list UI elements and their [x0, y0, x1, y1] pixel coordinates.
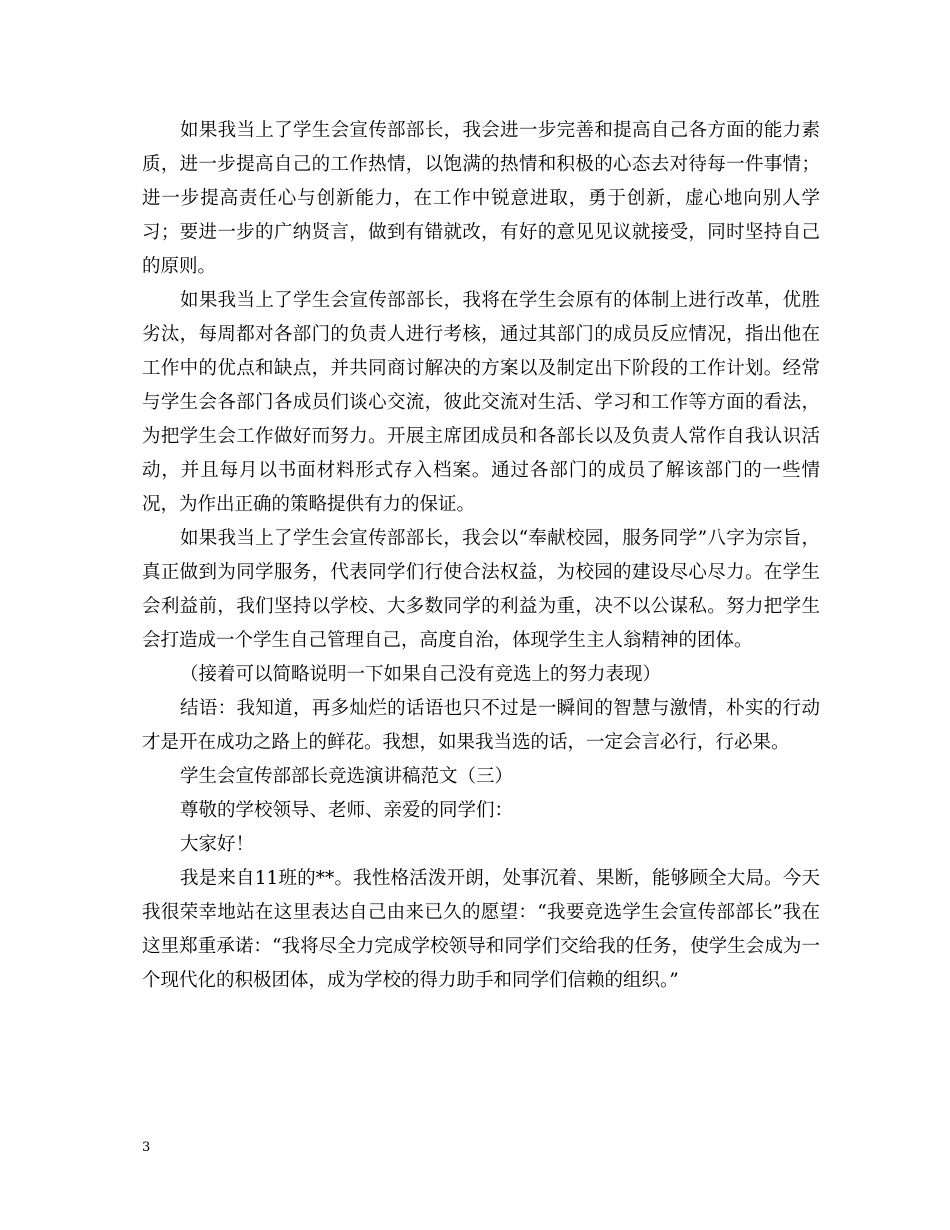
greeting: 大家好！	[180, 834, 255, 855]
paragraph-3: 如果我当上了学生会宣传部部长，我会以“奉献校园，服务同学”八字为宗旨，真正做到为同学服务，代表同学们行使合法权益，为校园的建设尽心尽力。在学生会利益前，我们坚持以学校、大多数同学的利益为重，决不以公谋私。努力把学生会打造成一个学生自己管理自己，高度自治，体现学生主人翁精神的团体。	[142, 528, 820, 651]
page-number: 3	[142, 1140, 151, 1155]
paragraph-intro: 我是来自11班的**。我性格活泼开朗，处事沉着、果断，能够顾全大局。今天我很荣幸地站在这里表达自己由来已久的愿望：“我要竞选学生会宣传部部长”我在这里郑重承诺：“我将尽全力完成学校领导和同学们交给我的任务，使学生会成为一个现代化的积极团体，成为学校的得力助手和同学们信赖的组织。”	[142, 868, 820, 991]
paragraph-note: （接着可以简略说明一下如果自己没有竞选上的努力表现）	[180, 664, 662, 685]
paragraph-1: 如果我当上了学生会宣传部部长，我会进一步完善和提高自己各方面的能力素质，进一步提高自己的工作热情，以饱满的热情和积极的心态去对待每一件事情；进一步提高责任心与创新能力，在工作中锐意进取，勇于创新，虚心地向别人学习；要进一步的广纳贤言，做到有错就改，有好的意见见议就接受，同时坚持自己的原则。	[142, 120, 820, 277]
paragraph-2: 如果我当上了学生会宣传部部长，我将在学生会原有的体制上进行改革，优胜劣汰，每周都对各部门的负责人进行考核，通过其部门的成员反应情况，指出他在工作中的优点和缺点，并共同商讨解决的方案以及制定出下阶段的工作计划。经常与学生会各部门各成员们谈心交流，彼此交流对生活、学习和工作等方面的看法，为把学生会工作做好而努力。开展主席团成员和各部长以及负责人常作自我认识活动，并且每月以书面材料形式存入档案。通过各部门的成员了解该部门的一些情况，为作出正确的策略提供有力的保证。	[142, 290, 820, 515]
paragraph-conclusion: 结语：我知道，再多灿烂的话语也只不过是一瞬间的智慧与激情，朴实的行动才是开在成功之路上的鲜花。我想，如果我当选的话，一定会言必行，行必果。	[142, 698, 820, 753]
salutation: 尊敬的学校领导、老师、亲爱的同学们：	[180, 800, 514, 821]
section-heading: 学生会宣传部部长竞选演讲稿范文（三）	[180, 766, 514, 787]
document-body	[142, 114, 820, 998]
